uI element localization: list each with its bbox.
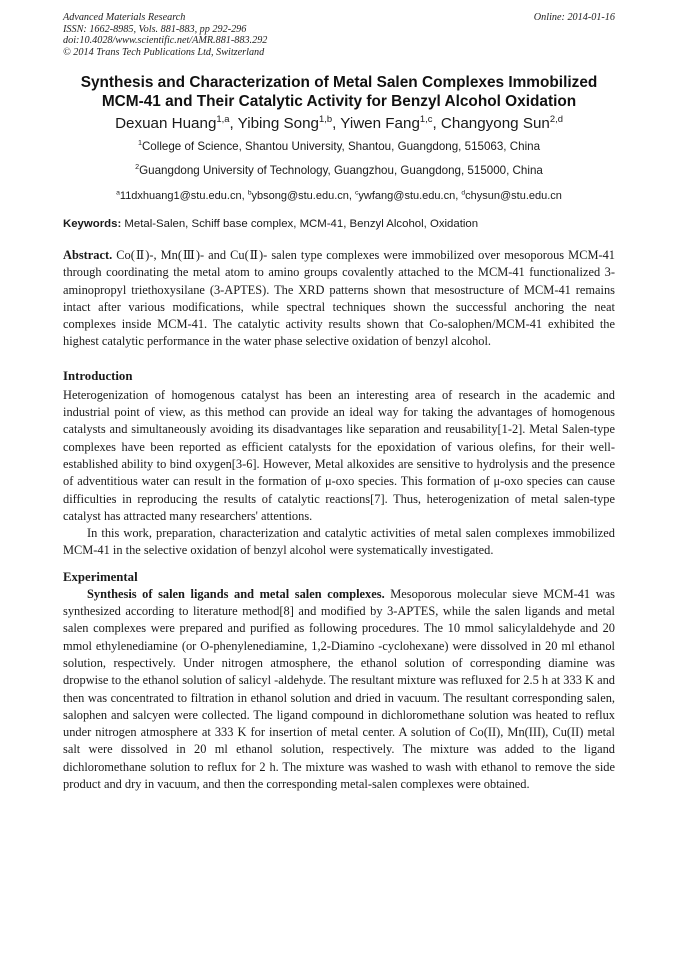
author-list xyxy=(63,114,615,133)
author xyxy=(115,112,238,132)
author xyxy=(440,112,563,132)
online-date: Online: 2014-01-16 xyxy=(533,12,615,23)
email-address: ybsong@stu.edu.cn xyxy=(251,190,349,202)
author-separator: , xyxy=(332,115,341,132)
email-address: ywfang@stu.edu.cn xyxy=(358,190,456,202)
affiliation-text: College of Science, Shantou University, Shantou, Guangdong, 515063, China xyxy=(141,140,541,153)
affiliation-sup: 2 xyxy=(135,162,140,172)
email-list xyxy=(63,189,615,203)
doi-line: doi:10.4028/www.scientific.net/AMR.881-883.292 xyxy=(63,35,268,46)
subsection-runin-heading: Synthesis of salen ligands and metal salen complexes. xyxy=(87,586,385,601)
author-name: Changyong Sun xyxy=(440,115,550,132)
introduction-paragraph-2: In this work, preparation, characterization and catalytic activities of metal salen complexes immobilized MCM-41 in the selective oxidation of benzyl alcohol were systematically investigated. xyxy=(63,526,615,558)
title-line-1: Synthesis and Characterization of Metal Salen Complexes Immobilized xyxy=(80,74,598,91)
email-separator: , xyxy=(241,190,248,202)
copyright-line: © 2014 Trans Tech Publications Ltd, Switzerland xyxy=(63,46,265,58)
author-name: Yibing Song xyxy=(237,115,319,132)
paper-page xyxy=(63,12,615,793)
introduction-heading: Introduction xyxy=(63,368,133,383)
email-separator: , xyxy=(455,190,462,202)
experimental-heading: Experimental xyxy=(63,569,138,584)
journal-header xyxy=(63,12,615,58)
abstract-text: Co(Ⅱ)-, Mn(Ⅲ)- and Cu(Ⅱ)- salen type complexes were immobilized over mesoporous MCM-41 through coordinating the metal atom to amino groups covalently attached to the MCM-41 functionalized 3-aminopropyl triethoxysilane (3-APTES). The XRD patterns shown that mesostructure of MCM-41 remains intact after various modifications, while spectral techniques shown the successful anchoring the neat complexes inside MCM-41. The catalytic activity results shown that Co-salophen/MCM-41 exhibited the highest catalytic performance in the water phase selective oxidation of benzyl alcohol. xyxy=(63,248,615,349)
author xyxy=(340,112,441,132)
author-name: Yiwen Fang xyxy=(340,115,420,132)
experimental-text: Mesoporous molecular sieve MCM-41 was synthesized according to literature method[8] and modified by 3-APTES, while the salen ligands and metal salen complexes were prepared and purified as following procedures. The 10 mmol salicylaldehyde and 20 mmol ethylenediamine (or O-phenylenediamine, 1,2-Diamino -cyclohexane) were dissolved in 20 ml ethanol solution, respectively. Under nitrogen atmosphere, the ethanol solution of corresponding diamine was dropwise to the ethanol solution of salicyl -aldehyde. The resultant mixture was refluxed for 2.5 h at 333 K and then was concentrated to filtration in ethanol solution and dried in vacuum. The resultant corresponding salen, salophen and salcyen were collected. The ligand compound in dichloromethane solution was heated to reflux under nitrogen atmosphere at 333 K for insertion of metal center. A solution of Co(II), Mn(III), Cu(II) metal salt were dissolved in 20 ml ethanol solution, respectively. The mixture was added to the ligand dichloromethane solution to reflux for 2 h. The mixture was washed to wash with ethanol to remove the side product and dry in vacuum, and then the corresponding metal-salen complexes were obtained. xyxy=(63,586,615,792)
email-address: 11dxhuang1@stu.edu.cn xyxy=(119,190,242,202)
keywords-label: Keywords: xyxy=(63,218,122,230)
experimental-paragraph-1 xyxy=(63,586,615,794)
email-sup: d xyxy=(461,189,466,197)
abstract-label: Abstract. xyxy=(63,248,113,262)
affiliation-1 xyxy=(63,140,615,154)
email-sup: c xyxy=(355,189,359,197)
author-name: Dexuan Huang xyxy=(115,115,217,132)
keywords xyxy=(63,217,615,231)
author-sup: 1,b xyxy=(319,112,333,124)
journal-name: Advanced Materials Research xyxy=(63,12,186,23)
author-separator: , xyxy=(229,115,238,132)
affiliation-2 xyxy=(63,164,615,178)
affiliation-text: Guangdong University of Technology, Guangzhou, Guangdong, 515000, China xyxy=(139,164,543,177)
keywords-text: Metal-Salen, Schiff base complex, MCM-41, Benzyl Alcohol, Oxidation xyxy=(121,218,479,230)
author-sup: 1,c xyxy=(419,112,433,124)
email-sup: b xyxy=(247,189,252,197)
abstract xyxy=(63,247,615,351)
issn-line: ISSN: 1662-8985, Vols. 881-883, pp 292-296 xyxy=(63,23,247,35)
paper-title xyxy=(63,73,615,111)
introduction-paragraph-1: Heterogenization of homogenous catalyst has been an interesting area of research in the academic and industrial point of view, as this method can provide an ideal way for taking the advantages of homogenous catalysts and simultaneously avoiding its disadvantages like separation and reusability[1-2]. Metal Salen-type complexes have been reported as efficient catalysts for the epoxidation of various olefins, for their well-established ability to bind oxygen[3-6]. However, Metal alkoxides are sensitive to hydrolysis and the presence of adventitious water can result in the formation of μ-oxo species. This formation of μ-oxo species can cause difficulties in reproducing the results of catalytic reactions[7]. Thus, heterogenization of metal salen-type catalyst has attracted many researchers' attentions. xyxy=(63,387,615,523)
author-sup: 1,a xyxy=(216,112,230,124)
title-line-2: MCM-41 and Their Catalytic Activity for Benzyl Alcohol Oxidation xyxy=(101,93,577,110)
author xyxy=(237,112,341,132)
affiliation-sup: 1 xyxy=(137,138,142,148)
author-separator: , xyxy=(432,115,441,132)
email-sup: a xyxy=(116,189,120,197)
author-sup: 2,d xyxy=(549,112,563,124)
email-address: chysun@stu.edu.cn xyxy=(465,190,562,202)
email-separator: , xyxy=(348,190,356,202)
